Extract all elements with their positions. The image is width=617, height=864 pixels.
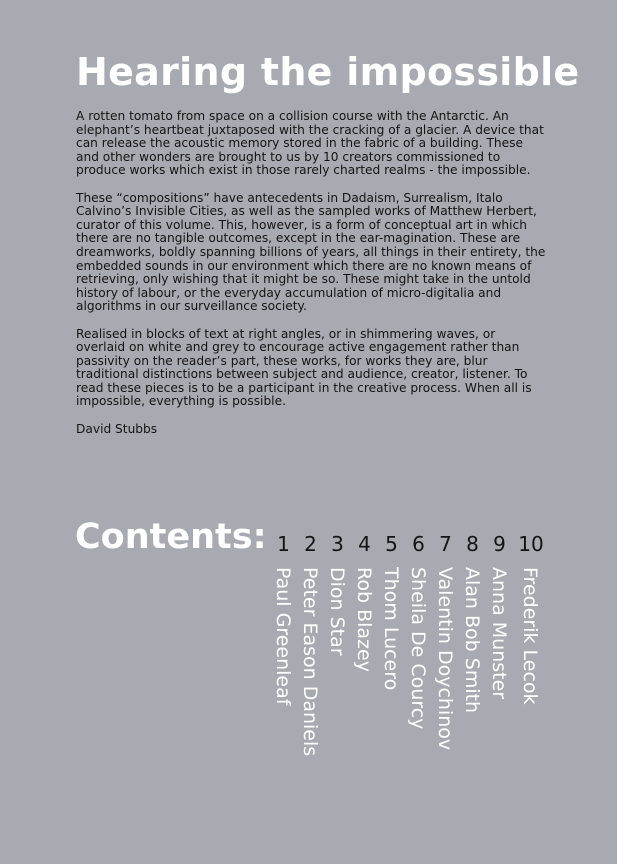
contents-number: 7 bbox=[439, 532, 452, 556]
contents-author bbox=[486, 567, 512, 807]
contents-author-name: Valentin Doychinov bbox=[434, 567, 456, 751]
contents-author-name: Sheila De Courcy bbox=[407, 567, 429, 730]
contents-author-name: Frederik Lecok bbox=[519, 567, 541, 705]
contents-author bbox=[517, 567, 543, 807]
contents-author-name: Peter Eason Daniels bbox=[299, 567, 321, 757]
contents-author-name: Rob Blazey bbox=[353, 567, 375, 672]
contents-author-name: Thom Lucero bbox=[380, 567, 402, 691]
contents-author bbox=[405, 567, 431, 807]
contents-number: 1 bbox=[277, 532, 290, 556]
contents-author-name: Paul Greenleaf bbox=[272, 567, 294, 706]
contents-author bbox=[351, 567, 377, 807]
contents-number: 10 bbox=[518, 532, 544, 556]
contents-number: 5 bbox=[385, 532, 398, 556]
intro-paragraph: These “compositions” have antecedents in Dadaism, Surrealism, Italo Calvino’s Invisible Cities, as well as the sampled works of Matthew Herbert, curator of this volume. This, however, is a form of conceptual art in which there are no tangible outcomes, except in the ear-magination. These are dreamworks, boldly spanning billions of years, all things in their entirety, the embedded sounds in our environment which there are no known means of retrieving, only wishing that it might be so. These might take in the untold history of labour, or the everyday accumulation of micro-digitalia and algorithms in our surveillance society. bbox=[76, 190, 546, 314]
contents-number: 6 bbox=[412, 532, 425, 556]
intro-paragraph: Realised in blocks of text at right angles, or in shimmering waves, or overlaid on white and grey to encourage active engagement rather than passivity on the reader’s part, these works, for works they are, blur traditional distinctions between subject and audience, creator, listener. To read these pieces is to be a participant in the creative process. When all is impossible, everything is possible. bbox=[76, 326, 532, 409]
contents-number: 4 bbox=[358, 532, 371, 556]
contents-number: 2 bbox=[304, 532, 317, 556]
contents-author-name: Dion Star bbox=[326, 567, 348, 656]
contents-number: 3 bbox=[331, 532, 344, 556]
contents-author bbox=[459, 567, 485, 807]
author-name: David Stubbs bbox=[76, 421, 158, 436]
contents-author bbox=[297, 567, 323, 807]
contents-number: 9 bbox=[493, 532, 506, 556]
contents-author-name: Alan Bob Smith bbox=[461, 567, 483, 714]
intro-text bbox=[76, 110, 546, 450]
contents-author bbox=[324, 567, 350, 807]
contents-author bbox=[270, 567, 296, 807]
contents-heading: Contents: bbox=[75, 517, 267, 557]
contents-author bbox=[432, 567, 458, 807]
contents-number: 8 bbox=[466, 532, 479, 556]
intro-paragraph: A rotten tomato from space on a collision course with the Antarctic. An elephant’s heartbeat juxtaposed with the cracking of a glacier. A device that can release the acoustic memory stored in the fabric of a building. These and other wonders are brought to us by 10 creators commissioned to produce works which exist in those rarely charted realms - the impossible. bbox=[76, 109, 544, 178]
contents-author bbox=[378, 567, 404, 807]
page-title: Hearing the impossible bbox=[76, 50, 580, 94]
contents-author-name: Anna Munster bbox=[488, 567, 510, 700]
